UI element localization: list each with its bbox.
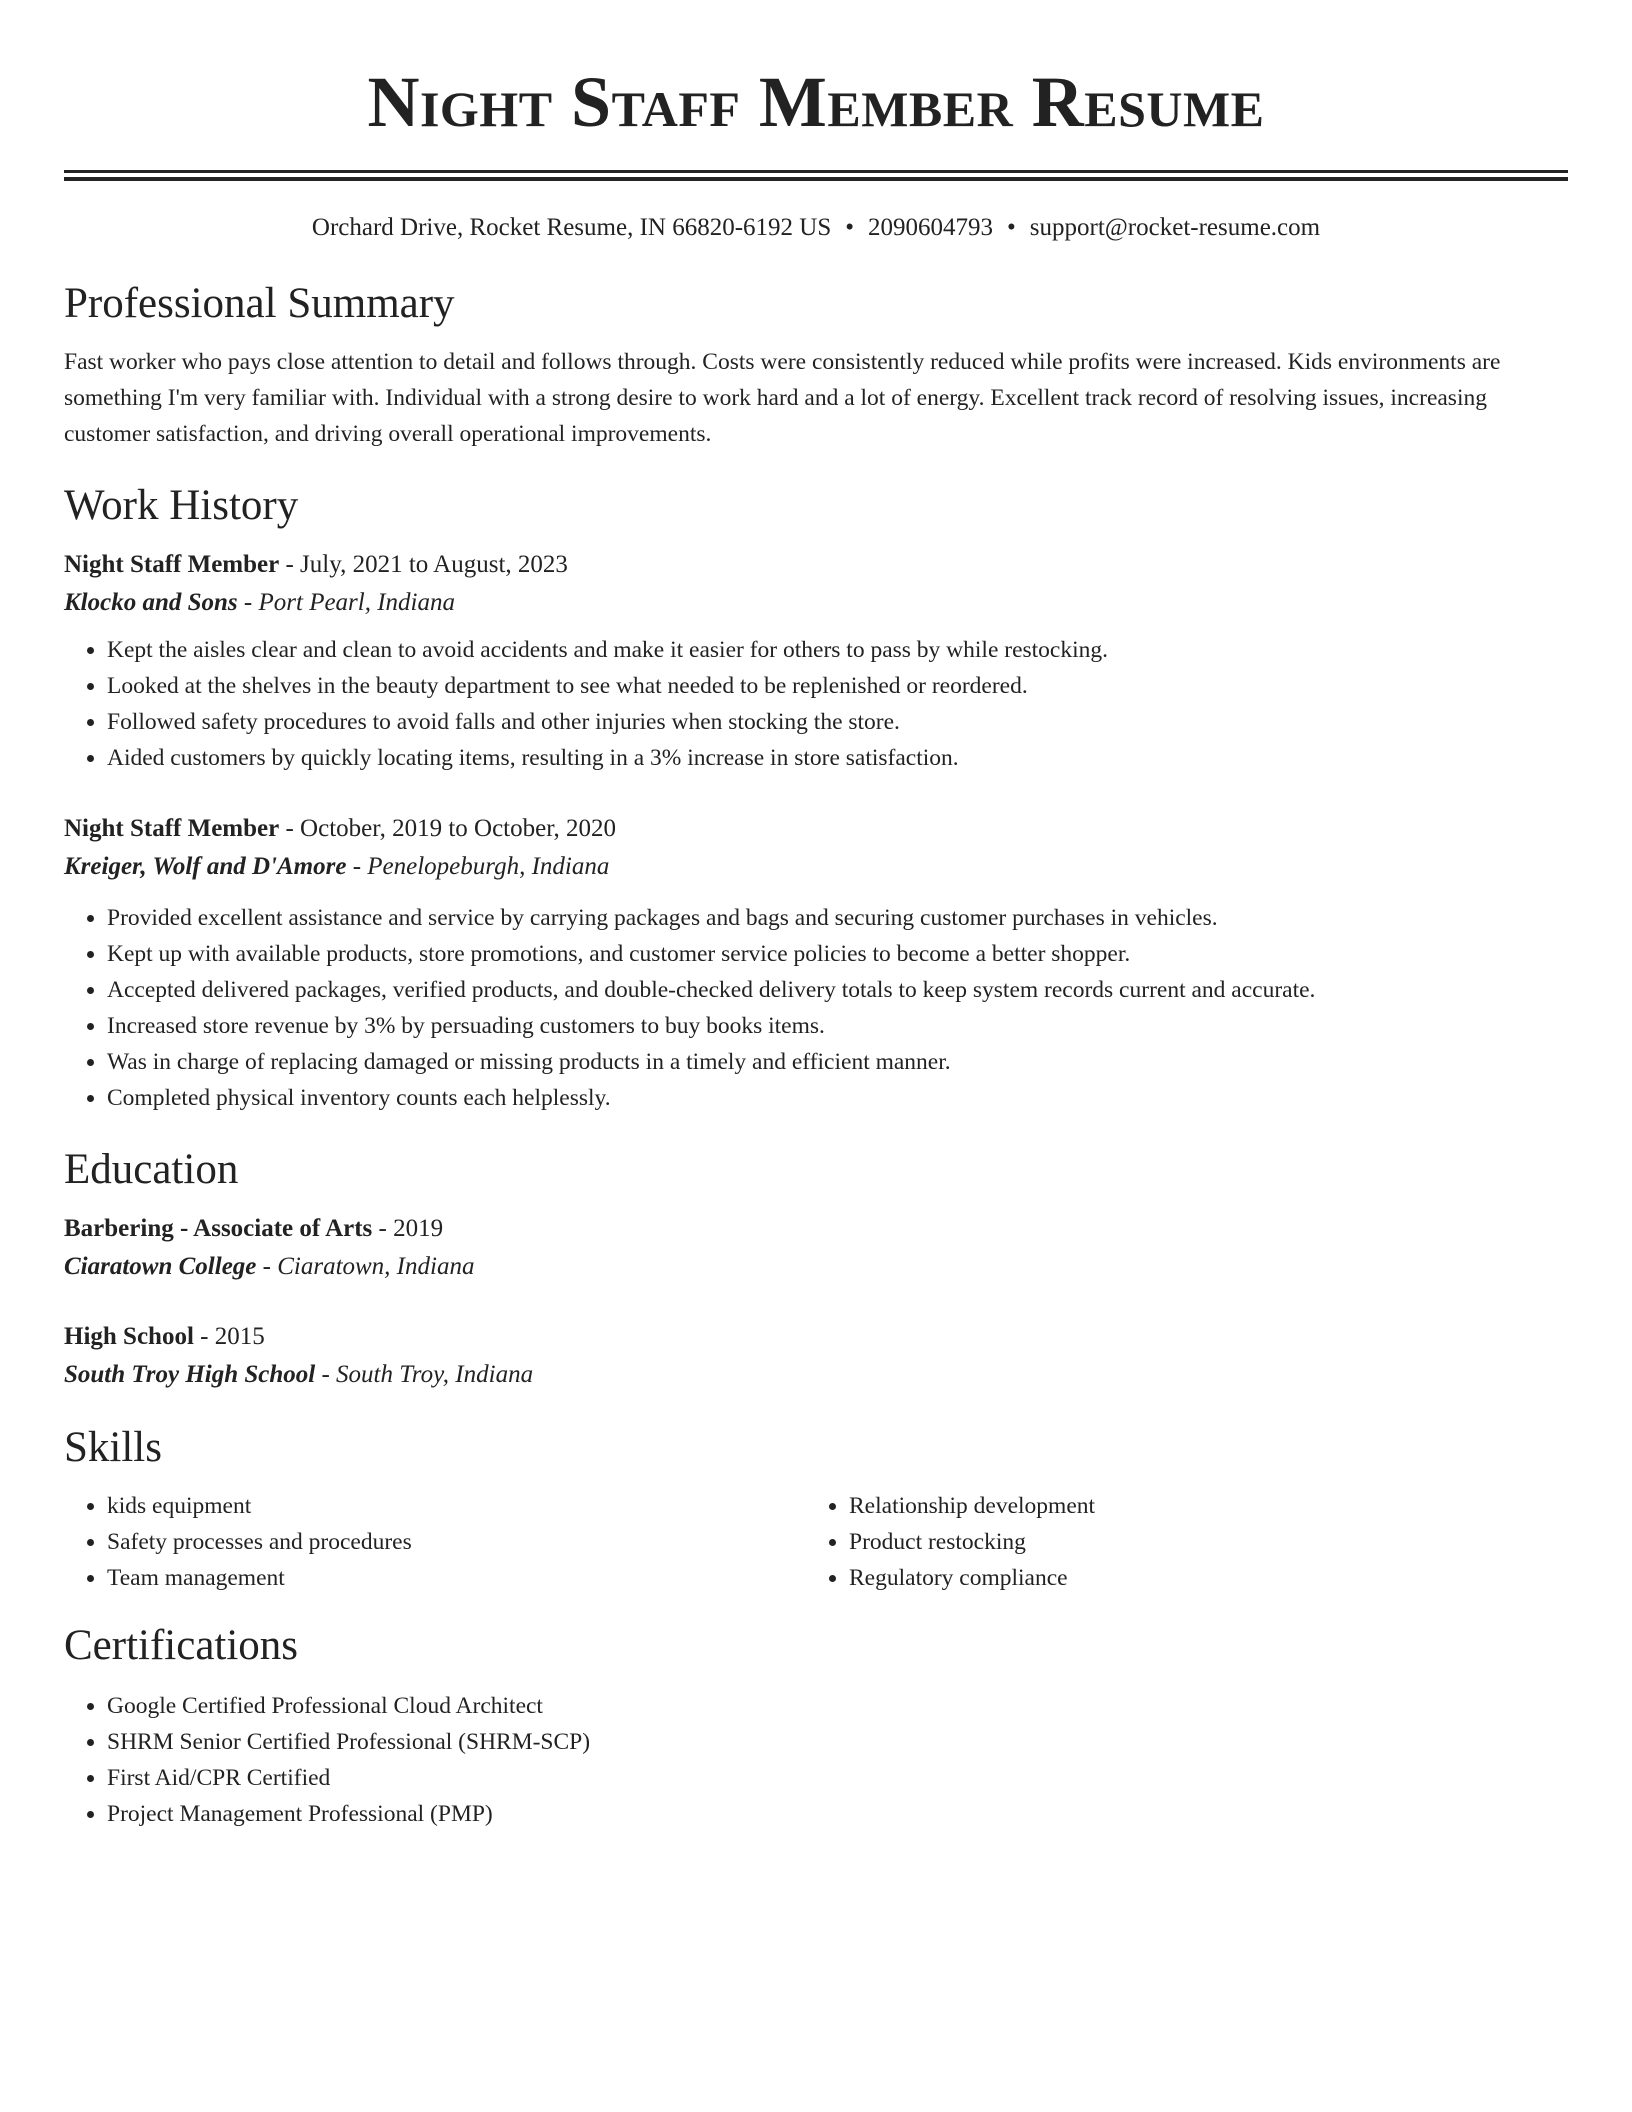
education-institution bbox=[64, 1248, 1568, 1286]
education-degree: Barbering - Associate of Arts bbox=[64, 1215, 373, 1242]
summary-text: Fast worker who pays close attention to detail and follows through. Costs were consistently reduced while profits were increased. Kids environments are something I'm very familiar with. Individual with a strong desire to work hard and a lot of energy. Excellent track record of resolving issues, increasing customer satisfaction, and driving overall operational improvements. bbox=[64, 349, 1501, 447]
skills-column-left bbox=[64, 1488, 806, 1596]
education-degree: High School bbox=[64, 1323, 194, 1350]
list-item: • kids equipment bbox=[107, 1488, 806, 1524]
list-item: • Accepted delivered packages, verified products, and double-checked delivery totals to keep system records current and accurate. bbox=[107, 972, 1568, 1008]
work-history-heading: Work History bbox=[64, 482, 299, 529]
education-location: - Ciaratown, Indiana bbox=[256, 1253, 475, 1280]
job-location: - Penelopeburgh, Indiana bbox=[346, 853, 610, 880]
job-company: Kreiger, Wolf and D'Amore bbox=[64, 853, 347, 880]
education-school: South Troy High School bbox=[64, 1361, 316, 1388]
list-item: • Looked at the shelves in the beauty department to see what needed to be replenished or reordered. bbox=[107, 668, 1568, 704]
list-item: • SHRM Senior Certified Professional (SHRM-SCP) bbox=[107, 1724, 1568, 1760]
skills-column-right bbox=[806, 1488, 1548, 1596]
job-entry bbox=[64, 546, 1568, 776]
job-employer bbox=[64, 584, 1568, 622]
contact-separator: • bbox=[1007, 214, 1016, 241]
job-company: Klocko and Sons bbox=[64, 589, 238, 616]
job-bullets bbox=[64, 900, 1568, 1116]
list-item: • Kept the aisles clear and clean to avoid accidents and make it easier for others to pass by while restocking. bbox=[107, 632, 1568, 668]
contact-phone: 2090604793 bbox=[868, 214, 994, 241]
list-item: • Team management bbox=[107, 1560, 806, 1596]
list-item: • Kept up with available products, store promotions, and customer service policies to become a better shopper. bbox=[107, 936, 1568, 972]
list-item: • Google Certified Professional Cloud Architect bbox=[107, 1688, 1568, 1724]
skills-list bbox=[806, 1488, 1548, 1596]
list-item: • First Aid/CPR Certified bbox=[107, 1760, 1568, 1796]
title-divider bbox=[64, 170, 1568, 181]
resume-title: Night Staff Member Resume bbox=[367, 62, 1265, 142]
education-year: - 2015 bbox=[193, 1323, 265, 1350]
education-entry bbox=[64, 1210, 1568, 1286]
job-header bbox=[64, 546, 1568, 584]
list-item: • Relationship development bbox=[849, 1488, 1548, 1524]
education-entry bbox=[64, 1318, 1568, 1394]
education-institution bbox=[64, 1356, 1568, 1394]
summary-heading: Professional Summary bbox=[64, 280, 455, 327]
job-title: Night Staff Member bbox=[64, 815, 280, 842]
contact-line bbox=[64, 212, 1568, 244]
list-item: • Was in charge of replacing damaged or missing products in a timely and efficient manner. bbox=[107, 1044, 1568, 1080]
list-item: • Product restocking bbox=[849, 1524, 1548, 1560]
job-location: - Port Pearl, Indiana bbox=[237, 589, 456, 616]
job-employer bbox=[64, 848, 1568, 886]
list-item: • Increased store revenue by 3% by persuading customers to buy books items. bbox=[107, 1008, 1568, 1044]
job-title: Night Staff Member bbox=[64, 551, 280, 578]
education-school: Ciaratown College bbox=[64, 1253, 257, 1280]
education-year: - 2019 bbox=[372, 1215, 444, 1242]
education-header bbox=[64, 1318, 1568, 1356]
job-dates: - July, 2021 to August, 2023 bbox=[279, 551, 568, 578]
list-item: • Safety processes and procedures bbox=[107, 1524, 806, 1560]
job-bullets bbox=[64, 632, 1568, 776]
certifications-list bbox=[64, 1688, 1568, 1832]
list-item: • Completed physical inventory counts each helplessly. bbox=[107, 1080, 1568, 1116]
list-item: • Regulatory compliance bbox=[849, 1560, 1548, 1596]
list-item: • Followed safety procedures to avoid falls and other injuries when stocking the store. bbox=[107, 704, 1568, 740]
skills-list bbox=[64, 1488, 806, 1596]
skills-heading: Skills bbox=[64, 1424, 162, 1471]
list-item: • Provided excellent assistance and service by carrying packages and bags and securing customer purchases in vehicles. bbox=[107, 900, 1568, 936]
skills-grid bbox=[64, 1488, 1568, 1596]
education-heading: Education bbox=[64, 1146, 239, 1193]
education-header bbox=[64, 1210, 1568, 1248]
job-header bbox=[64, 810, 1568, 848]
certifications-heading: Certifications bbox=[64, 1622, 299, 1669]
list-item: • Aided customers by quickly locating items, resulting in a 3% increase in store satisfaction. bbox=[107, 740, 1568, 776]
education-location: - South Troy, Indiana bbox=[315, 1361, 534, 1388]
job-dates: - October, 2019 to October, 2020 bbox=[279, 815, 617, 842]
list-item: • Project Management Professional (PMP) bbox=[107, 1796, 1568, 1832]
job-entry bbox=[64, 810, 1568, 1116]
contact-address: Orchard Drive, Rocket Resume, IN 66820-6192 US bbox=[311, 214, 832, 241]
contact-email: support@rocket-resume.com bbox=[1029, 214, 1321, 241]
contact-separator: • bbox=[845, 214, 855, 241]
